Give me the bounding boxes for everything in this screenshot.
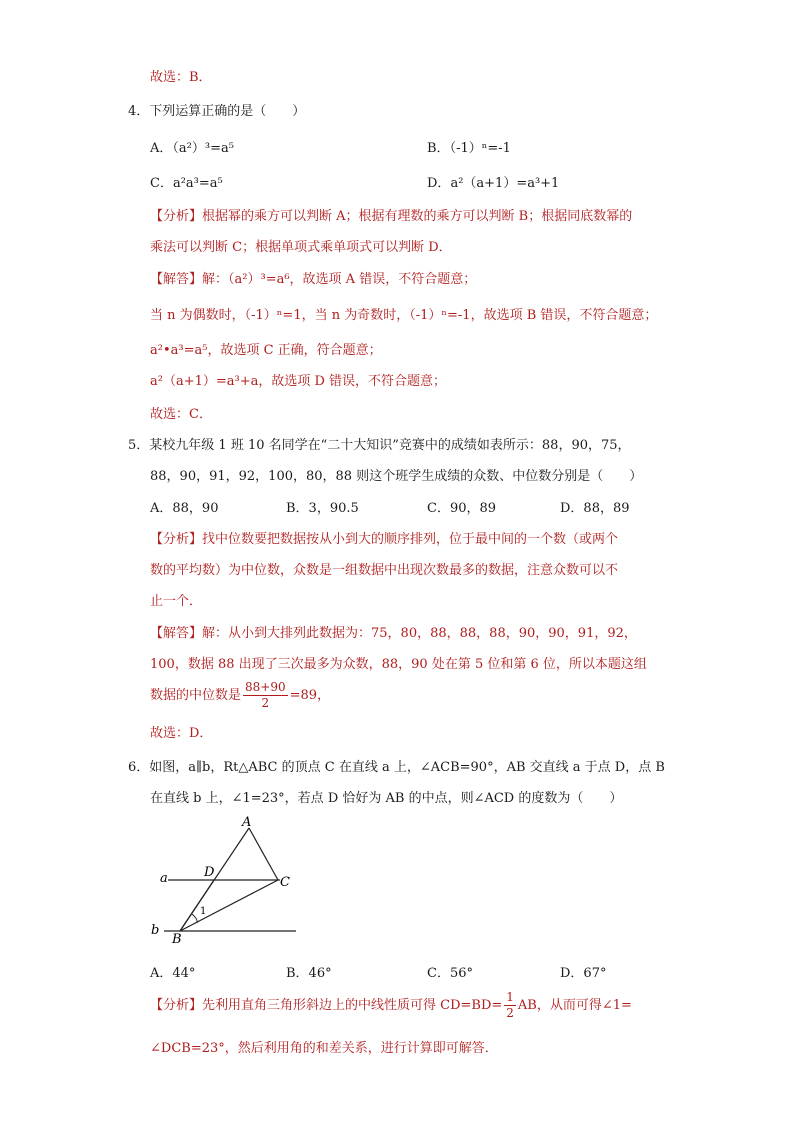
q4-solution-line1: 【解答】解：（a²）³=a⁶，故选项 A 错误，不符合题意； [150,272,477,287]
q5-analysis-line3: 止一个． [150,594,203,609]
q4-option-c: C．a²a³=a⁵ [150,176,223,191]
q4-answer: 故选：C． [150,407,212,422]
q6-figure [140,810,310,950]
label-b: B [172,932,182,947]
label-a: A [242,815,252,830]
q5-stem-line2: 88，90，91，92，100，80，88 则这个班学生成绩的众数、中位数分别是（ ） [150,469,643,484]
q5-option-b: B．3，90.5 [286,501,359,516]
fraction: $\frac{1}{2}$ [506,990,514,1020]
fraction: $\frac{88+90}{2}$ [245,680,286,710]
q6-number: 6． [128,760,150,775]
q4-analysis-tag: 【分析】 [150,209,203,224]
q5-solution-line3: 数据的中位数是 $\frac{88+90}{2}$ =89， [150,680,331,710]
q5-solution-tag: 【解答】 [150,626,203,641]
q5-analysis-line2: 数的平均数）为中位数，众数是一组数据中出现次数最多的数据，注意众数可以不 [150,563,619,578]
q6-option-a: A．44° [150,966,196,981]
q4-solution-tag: 【解答】 [150,272,203,287]
label-c: C [280,875,290,890]
q6-option-c: C．56° [427,966,473,981]
q6-analysis-line2: ∠DCB=23°，然后利用角的和差关系，进行计算即可解答． [150,1041,498,1056]
q6-option-d: D．67° [560,966,607,981]
q4-solution-line4: a²（a+1）=a³+a，故选项 D 错误，不符合题意； [150,374,447,389]
q6-analysis-tag: 【分析】 [150,998,203,1013]
label-line-b: b [151,923,160,938]
q5-solution-line1: 【解答】解：从小到大排列此数据为：75，80，88，88，88，90，90，91，92， [150,626,637,641]
q5-stem-line1: 5．某校九年级 1 班 10 名同学在“二十大知识”竞赛中的成绩如表所示：88，90，75， [128,438,631,453]
q4-stem-text: 下列运算正确的是（ ） [149,104,306,119]
q4-option-b: B．（-1）ⁿ=-1 [427,141,511,156]
q4-option-a: A．（a²）³=a⁵ [150,141,234,156]
q5-option-a: A．88，90 [150,501,219,516]
label-angle-1: 1 [200,906,207,917]
q5-option-d: D．88，89 [560,501,630,516]
q5-answer: 故选：D． [150,726,213,741]
q5-analysis-tag: 【分析】 [150,532,203,547]
q4-analysis-line1: 【分析】根据幂的乘方可以判断 A；根据有理数的乘方可以判断 B；根据同底数幂的 [150,209,633,224]
label-line-a: a [160,871,168,886]
q4-option-d: D．a²（a+1）=a³+1 [427,176,560,191]
q6-analysis-line1: 【分析】先利用直角三角形斜边上的中线性质可得 CD=BD= $\frac{1}{2}$ AB，从而可得∠1= [150,990,632,1020]
q4-solution-line2: 当 n 为偶数时，（-1）ⁿ=1，当 n 为奇数时，（-1）ⁿ=-1，故选项 B 错误，不符合题意； [150,308,658,323]
q4-analysis-line2: 乘法可以判断 C；根据单项式乘单项式可以判断 D． [150,240,452,255]
q5-option-c: C．90，89 [427,501,497,516]
q4-stem [128,100,305,119]
prev-answer: 故选：B． [150,70,212,85]
q5-solution-line2: 100，数据 88 出现了三次最多为众数，88，90 处在第 5 位和第 6 位，所以本题这组 [150,657,647,672]
q4-number: 4． [128,104,150,119]
q6-stem-line2: 在直线 b 上，∠1=23°，若点 D 恰好为 AB 的中点，则∠ACD 的度数为（ ） [150,791,623,806]
q4-solution-line3: a²•a³=a⁵，故选项 C 正确，符合题意； [150,343,382,358]
label-d: D [204,865,215,880]
q5-analysis-line1: 【分析】找中位数要把数据按从小到大的顺序排列，位于最中间的一个数（或两个 [150,532,619,547]
q5-number: 5． [128,438,150,453]
q6-option-b: B．46° [286,966,332,981]
q6-stem-line1: 6．如图，a∥b，Rt△ABC 的顶点 C 在直线 a 上，∠ACB=90°，AB 交直线 a 于点 D，点 B [128,760,665,775]
